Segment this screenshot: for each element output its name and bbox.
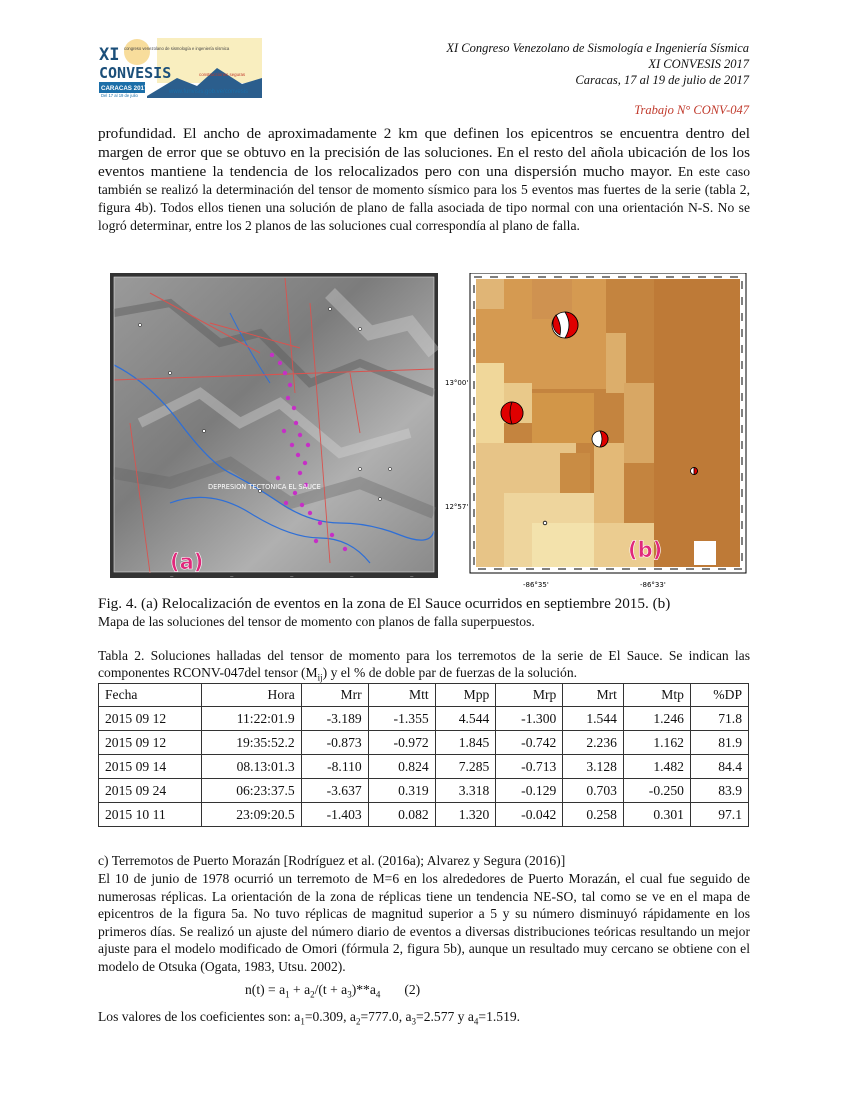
svg-text:—: — [230,574,234,578]
table-cell: -3.637 [301,779,368,803]
table-caption-subscript: ij [317,672,323,683]
table-cell: 2015 09 12 [99,707,202,731]
table-cell: 1.482 [623,755,690,779]
logo-tagline: construcciones seguras [199,72,246,77]
eq-sub: 3 [347,989,352,1000]
eq-part: /(t + a [314,982,348,997]
table-row [99,731,749,755]
table-row [99,803,749,827]
table-cell: 0.258 [563,803,624,827]
table-cell: -0.742 [496,731,563,755]
table-cell: 2.236 [563,731,624,755]
table-cell: 2015 10 11 [99,803,202,827]
body-paragraph-2: El 10 de junio de 1978 ocurrió un terremoto de M=6 en los alrededores de Puerto Morazán, el cual fue seguido de numerosas réplicas. La orientación de la zona de réplicas tiene un tendencia NE-SO, tal como se ve en el mapa de epicentros de la figura 5a. No tuvo réplicas de magnitud superior a 5 y su número disminuyó rápidamente en los primeros días. Se realizó un ajuste del número diario de eventos a diversas distribuciones teóricas resultando un mejor ajuste para el modelo modificado de Omori (fórmula 2, figura 5b), aunque un resultado muy cercano se obtiene con el modelo de Otsuka (Ogata, 1983, Utsu. 2002). [98,871,750,974]
table-cell: 19:35:52.2 [202,731,302,755]
table-cell: 1.320 [435,803,496,827]
col-header: Mtp [623,684,690,707]
table-cell: -8.110 [301,755,368,779]
body-paragraph-1 [98,124,750,235]
table-cell: 0.703 [563,779,624,803]
logo-city-year: CARACAS 2017 [101,85,148,92]
table-cell: -0.873 [301,731,368,755]
header-line-2: XI CONVESIS 2017 [648,57,749,71]
header-line-3: Caracas, 17 al 19 de julio de 2017 [575,73,749,87]
logo-numeral: XI [99,45,120,65]
col-header: Mrt [563,684,624,707]
table-cell: 71.8 [690,707,748,731]
col-header: Mtt [368,684,435,707]
coef-part: =0.309, a [304,1009,356,1024]
table-header-row [99,684,749,707]
eq-sub: 1 [285,989,290,1000]
table-caption-text: Tabla 2. Soluciones halladas del tensor de momento para los terremotos de la serie de El Sauce. Se indican las componentes RCONV-047del tensor (M [98,648,750,680]
paragraph-1-large-text: profundidad. El ancho de aproximadamente 2 km que definen los epicentros se encuentra dentro del margen de error que se obtuvo en la precisión de las soluciones. En el resto del añola ubicación de los los eventos mantiene la tendencia de los relocalizados pero con una dispersión mucho mayor. [98,125,750,180]
table-cell: 0.301 [623,803,690,827]
table-row [99,707,749,731]
map-panel-a [110,273,438,578]
logo-url: www.funvisis.gob.ve/convesis [169,89,249,95]
coefficients-line [98,1008,750,1031]
table-cell: 06:23:37.5 [202,779,302,803]
col-header: Fecha [99,684,202,707]
table-cell: 83.9 [690,779,748,803]
svg-text:—: — [410,574,414,578]
table-cell: -0.042 [496,803,563,827]
table-caption-end: ) y el % de doble par de fuerzas de la solución. [322,665,578,680]
table-cell: 1.544 [563,707,624,731]
coef-sub: 2 [355,1016,361,1027]
eq-sub: 2 [310,989,315,1000]
table-cell: -1.355 [368,707,435,731]
col-header: Mrr [301,684,368,707]
table-caption [98,647,750,687]
svg-text:—: — [290,574,294,578]
col-header: Mpp [435,684,496,707]
lat-label-1257: 12°57' [445,503,469,511]
eq-sub: 4 [375,989,381,1000]
table-cell: -3.189 [301,707,368,731]
coef-sub: 1 [300,1016,305,1027]
lat-label-1300: 13°00' [445,379,469,387]
svg-text:—: — [350,574,354,578]
table-cell: -0.972 [368,731,435,755]
table-cell: 3.318 [435,779,496,803]
table-cell: 97.1 [690,803,748,827]
moment-tensor-table [98,683,749,827]
figure-caption [98,594,750,631]
table-cell: -0.250 [623,779,690,803]
lon-label-8635: -86°35' [523,581,549,589]
table-cell: 08.13:01.3 [202,755,302,779]
table-cell: 7.285 [435,755,496,779]
coef-sub: 4 [473,1016,479,1027]
eq-part: n(t) = a [245,982,286,997]
table-cell: 2015 09 24 [99,779,202,803]
equation-2 [245,982,420,1000]
table-cell: 3.128 [563,755,624,779]
convesis-logo [97,38,262,98]
paper-number: Trabajo N° CONV-047 [634,103,749,117]
coef-sub: 3 [411,1016,417,1027]
section-c-title: c) Terremotos de Puerto Morazán [Rodríguez et al. (2016a); Alvarez y Segura (2016)] [98,853,566,868]
col-header: Mrp [496,684,563,707]
table-cell: 0.319 [368,779,435,803]
conference-header [446,40,749,118]
coef-part: =2.577 y a [416,1009,474,1024]
logo-congress-text: congreso venezolano de sismología e ingeniería sísmica [124,46,230,51]
col-header: %DP [690,684,748,707]
caption-line-2: Mapa de las soluciones del tensor de momento con planos de falla superpuestos. [98,614,535,629]
col-header: Hora [202,684,302,707]
panel-a-label: (a) [170,550,204,574]
table-row [99,779,749,803]
coef-part: =777.0, a [360,1009,412,1024]
table-cell: 1.246 [623,707,690,731]
header-line-1: XI Congreso Venezolano de Sismología e Ingeniería Sísmica [446,41,749,55]
table-cell: 0.082 [368,803,435,827]
table-cell: 81.9 [690,731,748,755]
table-cell: 1.845 [435,731,496,755]
lon-label-8633: -86°33' [640,581,666,589]
table-cell: 84.4 [690,755,748,779]
table-cell: 1.162 [623,731,690,755]
equation-number: (2) [404,982,421,997]
table-cell: 23:09:20.5 [202,803,302,827]
paragraph-1-small-text: En este caso también se realizó la determinación del tensor de momento sísmico para los 5 eventos mas fuertes de la serie (tabla 2, figura 4b). Todos ellos tienen una solución de plano de falla asociada de tipo normal con una orientación N-S. No se logró determinar, entre los 2 planos de las soluciones cual correspondía al plano de falla. [98,164,750,233]
table-cell: 2015 09 12 [99,731,202,755]
coef-part: Los valores de los coeficientes son: a [98,1009,301,1024]
svg-text:—: — [170,574,174,578]
table-cell: 11:22:01.9 [202,707,302,731]
logo-dates: Del 17 al 19 de julio [101,93,138,98]
figure-4 [110,273,750,596]
caption-line-1: Fig. 4. (a) Relocalización de eventos en la zona de El Sauce ocurridos en septiembre 2015. (b) [98,595,671,612]
table-row [99,755,749,779]
eq-part: + a [289,982,311,997]
logo-name: CONVESIS [99,64,172,82]
coef-part: =1.519. [478,1009,521,1024]
table-cell: 0.824 [368,755,435,779]
table-cell: -0.129 [496,779,563,803]
map-panel-b [470,273,746,573]
table-cell: 2015 09 14 [99,755,202,779]
eq-part: )**a [351,982,376,997]
table-cell: -1.300 [496,707,563,731]
table-cell: 4.544 [435,707,496,731]
map-a-region-label: DEPRESION TECTONICA EL SAUCE [208,483,321,491]
table-cell: -0.713 [496,755,563,779]
panel-b-label: (b) [628,538,663,562]
table-cell: -1.403 [301,803,368,827]
